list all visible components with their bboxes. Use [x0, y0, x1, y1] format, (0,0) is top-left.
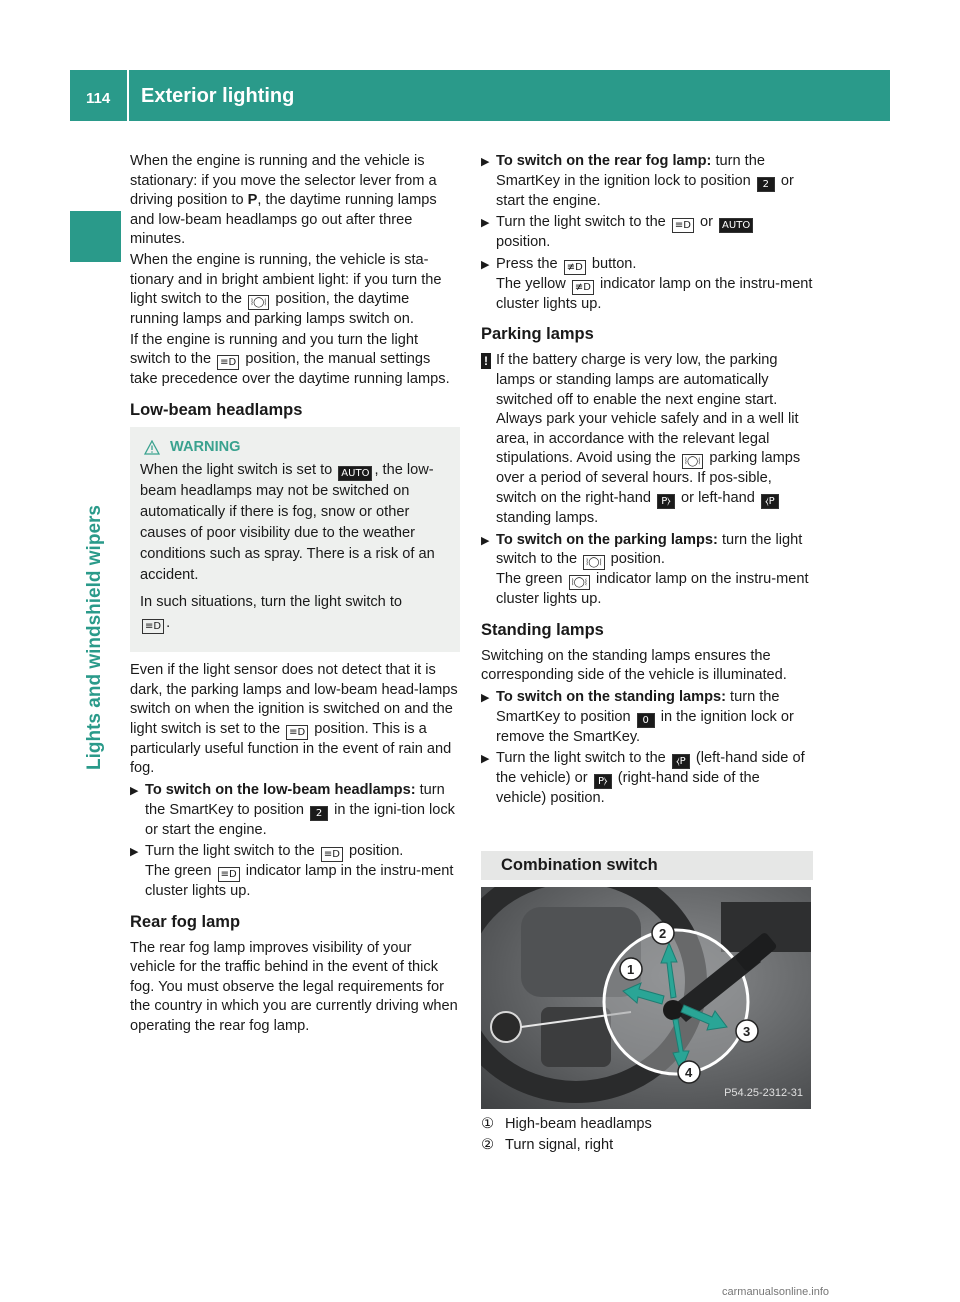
left-standing-lamp-icon: ⧼P	[672, 754, 690, 769]
header-separator	[127, 70, 129, 121]
low-beam-icon: ≡D	[286, 725, 308, 740]
step-low-beam-2: ▶ Turn the light switch to the ≡D position. The green ≡D indicator lamp in the instru-ment cluster lights up.	[130, 842, 460, 902]
heading-combination-switch: Combination switch	[481, 851, 813, 880]
figure-legend	[481, 1115, 813, 1156]
figure-code: P54.25-2312-31	[724, 1087, 803, 1100]
right-standing-lamp-icon: P⧽	[657, 494, 675, 509]
side-tab-label: Lights and windshield wipers	[84, 505, 105, 770]
heading-rear-fog: Rear fog lamp	[130, 912, 241, 931]
footer-watermark: carmanualsonline.info	[722, 1286, 830, 1298]
warning-triangle-icon	[144, 440, 160, 455]
low-beam-icon: ≡D	[321, 847, 343, 862]
paragraph-rear-fog: The rear fog lamp improves visibility of your vehicle for the traffic behind in the event of thick fog. You must observe the legal requirements for the country in which you are currently driving when operating the rear fog lamp.	[130, 939, 458, 1035]
heading-parking: Parking lamps	[481, 325, 594, 344]
battery-note: ! If the battery charge is very low, the parking lamps or standing lamps are automatically switched off to enable the next engine start. Always park your vehicle safely and in a well lit area, in accordance with the relevant legal stipulations. Avoid using the ⧘◯⧙ parking lamps over a period of several hours. If pos-sible, switch on the right-hand P⧽ or left-hand ⧼P standing lamps.	[481, 351, 813, 528]
paragraph-bright-light: When the engine is running, the vehicle is sta-tionary and in bright ambient light: if you turn the light switch to the ⧘◯⧙ position, the daytime running lamps and parking lamps switch on.	[130, 251, 442, 328]
paragraph-daytime-lamps: When the engine is running and the vehicle is stationary: if you move the selector lever from a driving position to P, the daytime running lamps and low-beam headlamps go out after three minutes.	[130, 153, 437, 248]
left-column	[130, 152, 460, 1038]
page-number: 114	[86, 90, 111, 107]
arrow-icon: ▶	[130, 784, 139, 797]
parking-lamp-icon: ⧘◯⧙	[682, 454, 703, 469]
callout-1: 1	[627, 961, 635, 977]
arrow-icon: ▶	[481, 258, 490, 271]
heading-low-beam: Low-beam headlamps	[130, 400, 303, 419]
arrow-icon: ▶	[481, 156, 490, 168]
paragraph-manual-settings: If the engine is running and you turn the light switch to the ≡D position, the manual settings take precedence over the daytime running lamps.	[130, 331, 450, 388]
step-fog-2: ▶ Turn the light switch to the ≡D or AUTO position.	[481, 213, 813, 253]
legend-item-1: ① High-beam headlamps	[481, 1115, 813, 1135]
rear-fog-icon: ≢D	[572, 280, 594, 295]
position-2-icon: 2	[310, 806, 328, 821]
page-title: Exterior lighting	[141, 85, 295, 107]
combination-switch-illustration	[481, 887, 811, 1109]
parking-lamp-icon: ⧘◯⧙	[583, 555, 604, 570]
step-parking-1: ▶ To switch on the parking lamps: turn the light switch to the ⧘◯⧙ position. The green ⧘◯⧙ indicator lamp on the instru-ment cluster lights up.	[481, 531, 813, 610]
callout-3: 3	[743, 1023, 751, 1039]
step-standing-2: ▶ Turn the light switch to the ⧼P (left-hand side of the vehicle) or P⧽ (right-hand side of the vehicle) position.	[481, 749, 813, 809]
step-fog-3: ▶ Press the ≢D button. The yellow ≢D indicator lamp on the instru-ment cluster lights up.	[481, 255, 813, 315]
low-beam-icon: ≡D	[672, 218, 694, 233]
arrow-icon: ▶	[481, 217, 490, 230]
right-standing-lamp-icon: P⧽	[594, 774, 612, 789]
rear-fog-icon: ≢D	[564, 260, 586, 275]
heading-standing: Standing lamps	[481, 620, 604, 639]
warning-header: WARNING	[140, 437, 450, 458]
warning-text-1: When the light switch is set to AUTO , the low-beam headlamps may not be switched on automatically if there is fog, snow or other causes of poor visibility due to the weather conditions such as spray. There is a risk of an accident.	[140, 461, 435, 583]
exclamation-icon: !	[481, 353, 491, 369]
warning-box	[130, 427, 460, 652]
right-column	[481, 152, 813, 1156]
left-standing-lamp-icon: ⧼P	[761, 494, 779, 509]
auto-icon: AUTO	[719, 218, 753, 233]
combination-switch-photo	[481, 887, 811, 1109]
low-beam-icon: ≡D	[218, 867, 240, 882]
step-standing-1: ▶ To switch on the standing lamps: turn the SmartKey to position 0 in the ignition lock or remove the SmartKey.	[481, 688, 813, 747]
step-fog-1: ▶ To switch on the rear fog lamp: turn the SmartKey in the ignition lock to position 2 or start the engine.	[481, 152, 813, 211]
position-0-icon: 0	[637, 713, 655, 728]
callout-4: 4	[685, 1064, 693, 1080]
legend-number-2-icon: ②	[481, 1137, 495, 1154]
side-tab-marker	[70, 211, 121, 262]
warning-text-2: In such situations, turn the light switch to ≡D .	[140, 593, 403, 632]
low-beam-icon: ≡D	[142, 619, 164, 634]
arrow-icon: ▶	[481, 691, 490, 704]
parking-lamp-icon: ⧘◯⧙	[569, 575, 590, 590]
low-beam-icon: ≡D	[217, 355, 239, 370]
arrow-icon: ▶	[481, 753, 490, 766]
callout-2: 2	[659, 925, 667, 941]
paragraph-standing: Switching on the standing lamps ensures the corresponding side of the vehicle is illuminated.	[481, 647, 787, 684]
position-2-icon: 2	[757, 177, 775, 192]
arrow-icon: ▶	[130, 846, 139, 859]
arrow-icon: ▶	[481, 534, 490, 547]
auto-icon: AUTO	[338, 466, 372, 481]
legend-item-2: ② Turn signal, right	[481, 1136, 813, 1156]
parking-lamp-icon: ⧘◯⧙	[248, 295, 269, 310]
legend-number-1-icon: ①	[481, 1115, 495, 1132]
step-low-beam-1: ▶ To switch on the low-beam headlamps: turn the SmartKey to position 2 in the igni-tion lock or start the engine.	[130, 781, 460, 840]
paragraph-light-sensor: Even if the light sensor does not detect that it is dark, the parking lamps and low-beam head-lamps switch on when the ignition is switched on and the light switch is set to the ≡D position. This is a particularly useful function in the event of rain and fog.	[130, 661, 458, 777]
